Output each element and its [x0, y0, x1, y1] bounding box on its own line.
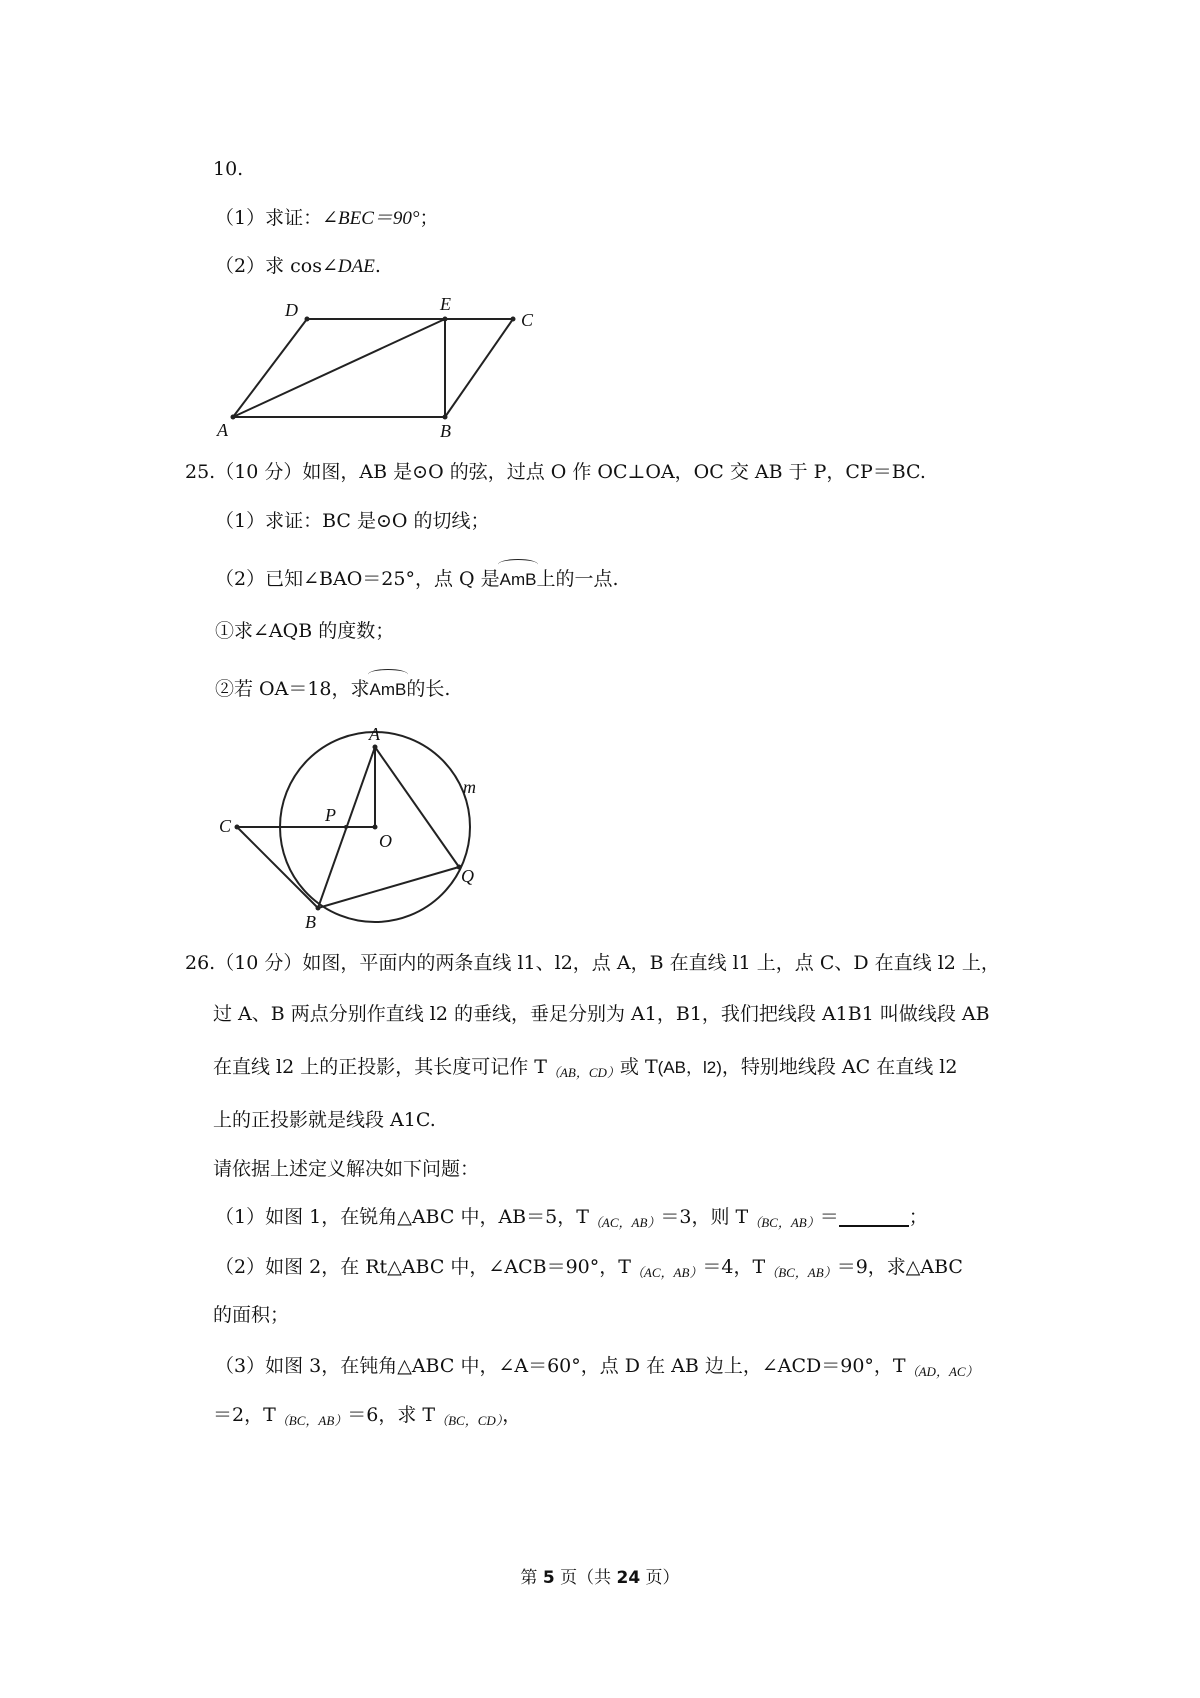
q24-part1: （1）求证：∠BEC＝90°；	[215, 207, 439, 229]
q26-part2: （2）如图 2，在 Rt△ABC 中，∠ACB＝90°，$T_{(AC,AB)}=4$，$T_{(BC,AB)}=9$，求△ABC	[215, 1256, 963, 1280]
q25-part2-ii: ②若 OA＝18，求AmB的长.	[215, 673, 450, 703]
q26-part1: （1）如图 1，在锐角△ABC 中，AB＝5，$T_{(AC,AB)}=3$，则 $T_{(BC,AB)}=$ ；	[215, 1206, 928, 1230]
q25-circle-figure	[205, 718, 505, 943]
label-C: C	[521, 310, 534, 330]
label-m: m	[463, 777, 476, 797]
q25-part2: （2）已知∠BAO＝25°，点 Q 是AmB上的一点.	[215, 563, 619, 593]
q26-line3: 在直线 l2 上的正投影，其长度可记作 $T_{(AB,CD)}$或 T(AB，l2)，特别地线段 AC 在直线 l2	[213, 1056, 958, 1080]
q26-part2-cont: 的面积；	[213, 1304, 290, 1326]
arc-AmB: AmB	[500, 563, 537, 593]
q24-part2: （2）求 cos∠DAE.	[215, 255, 381, 277]
q26-line4: 上的正投影就是线段 A1C.	[213, 1109, 436, 1131]
label-Q: Q	[461, 866, 474, 886]
q26-part3-cont: ＝2，$T_{(BC,AB)}=6$，求 $T_{(BC,CD)}$，	[213, 1404, 522, 1428]
q25-part1: （1）求证：BC 是⊙O 的切线；	[215, 510, 490, 532]
answer-blank	[839, 1205, 909, 1227]
label-A: A	[217, 420, 228, 440]
label-D: D	[285, 300, 298, 320]
label-C: C	[219, 816, 232, 836]
q25-stem: 25.（10 分）如图，AB 是⊙O 的弦，过点 O 作 OC⊥OA，OC 交 AB 于 P，CP＝BC.	[185, 461, 926, 483]
q26-part3: （3）如图 3，在钝角△ABC 中，∠A＝60°，点 D 在 AB 边上，∠ACD＝90°，$T_{(AD,AC)}$	[215, 1355, 979, 1379]
label-B: B	[440, 421, 451, 440]
q24-parallelogram-figure	[205, 290, 555, 440]
label-B: B	[305, 912, 316, 932]
page-footer: 第 5 页（共 24 页）	[520, 1568, 680, 1588]
label-A: A	[369, 724, 380, 744]
label-P: P	[325, 805, 336, 825]
label-O: O	[379, 831, 392, 851]
q26-line5: 请依据上述定义解决如下问题：	[213, 1158, 480, 1180]
arc-AmB-2: AmB	[370, 673, 407, 703]
q26-line1: 26.（10 分）如图，平面内的两条直线 l1、l2，点 A，B 在直线 l1 上，点 C、D 在直线 l2 上，	[185, 952, 1000, 974]
label-E: E	[440, 294, 451, 314]
q26-line2: 过 A、B 两点分别作直线 l2 的垂线，垂足分别为 A1，B1，我们把线段 A1B1 叫做线段 AB	[213, 1003, 990, 1025]
q25-part2-i: ①求∠AQB 的度数；	[215, 620, 395, 642]
q24-tail: 10.	[213, 158, 244, 180]
